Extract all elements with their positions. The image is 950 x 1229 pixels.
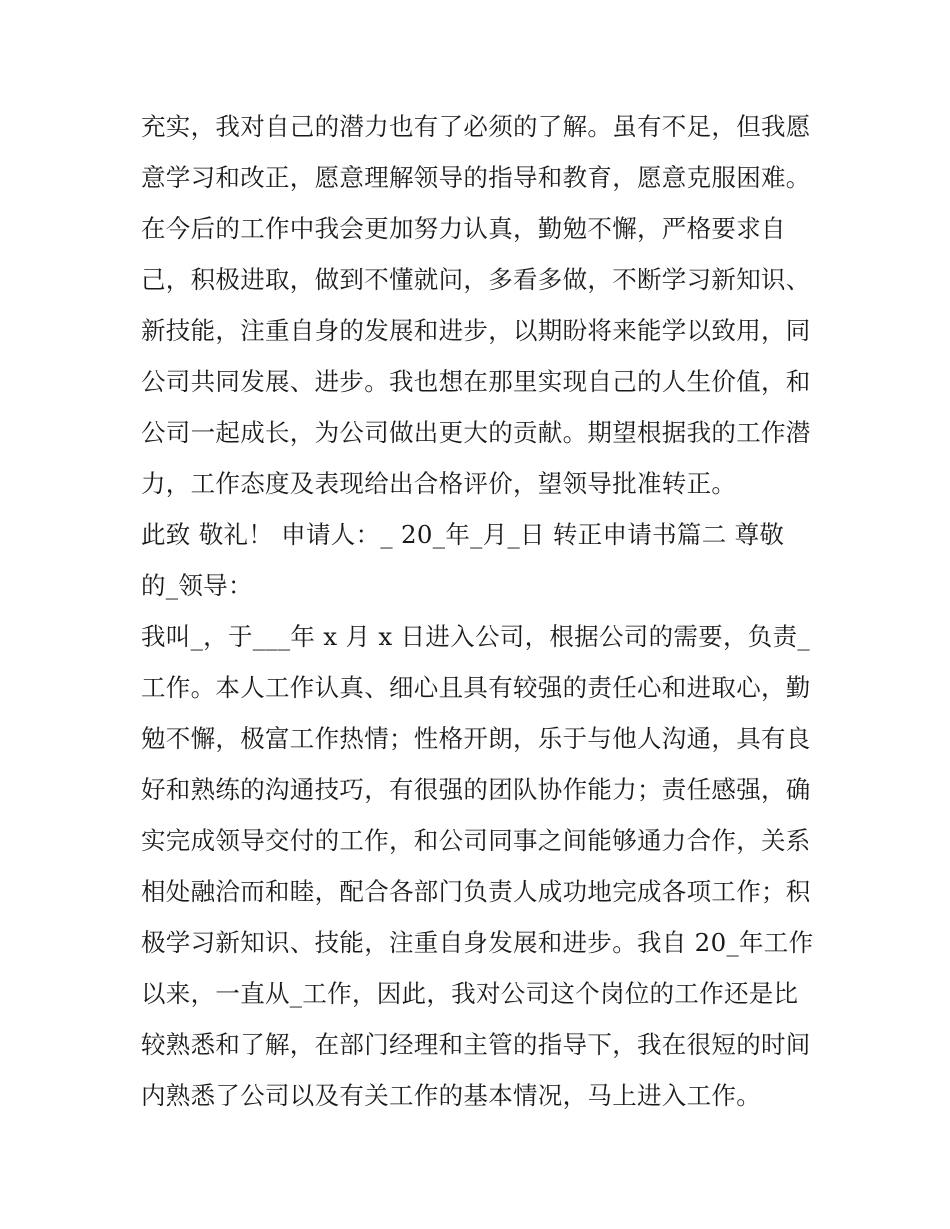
text-line: 新技能，注重自身的发展和进步，以期盼将来能学以致用，同 bbox=[141, 316, 811, 345]
text-line: 意学习和改正，愿意理解领导的指导和教育，愿意克服困难。 bbox=[141, 163, 811, 192]
text-line: 在今后的工作中我会更加努力认真，勤勉不懈，严格要求自 bbox=[141, 214, 786, 243]
text-line: 的_领导： bbox=[141, 571, 253, 600]
text-line: 内熟悉了公司以及有关工作的基本情况，马上进入工作。 bbox=[141, 1081, 761, 1110]
text-line: 公司共同发展、进步。我也想在那里实现自己的人生价值，和 bbox=[141, 367, 811, 396]
text-line: 公司一起成长，为公司做出更大的贡献。期望根据我的工作潜 bbox=[141, 418, 811, 447]
text-line: 好和熟练的沟通技巧，有很强的团队协作能力；责任感强，确 bbox=[141, 775, 811, 804]
text-line: 较熟悉和了解，在部门经理和主管的指导下，我在很短的时间 bbox=[141, 1030, 811, 1059]
text-line: 力，工作态度及表现给出合格评价，望领导批准转正。 bbox=[141, 469, 737, 498]
text-line: 相处融洽而和睦，配合各部门负责人成功地完成各项工作；积 bbox=[141, 877, 811, 906]
text-line: 勉不懈，极富工作热情；性格开朗，乐于与他人沟通，具有良 bbox=[141, 724, 811, 753]
text-line: 以来，一直从_工作，因此，我对公司这个岗位的工作还是比 bbox=[141, 979, 799, 1008]
text-line: 己，积极进取，做到不懂就问，多看多做，不断学习新知识、 bbox=[141, 265, 811, 294]
text-line: 实完成领导交付的工作，和公司同事之间能够通力合作，关系 bbox=[141, 826, 811, 855]
text-line: 极学习新知识、技能，注重自身发展和进步。我自 20_年工作 bbox=[141, 928, 814, 957]
text-line: 充实，我对自己的潜力也有了必须的了解。虽有不足，但我愿 bbox=[141, 112, 811, 141]
text-line: 我叫_，于___年 x 月 x 日进入公司，根据公司的需要，负责_ bbox=[141, 622, 810, 651]
text-line: 此致 敬礼！ 申请人：_ 20_年_月_日 转正申请书篇二 尊敬 bbox=[141, 520, 785, 549]
text-line: 工作。本人工作认真、细心且具有较强的责任心和进取心，勤 bbox=[141, 673, 811, 702]
